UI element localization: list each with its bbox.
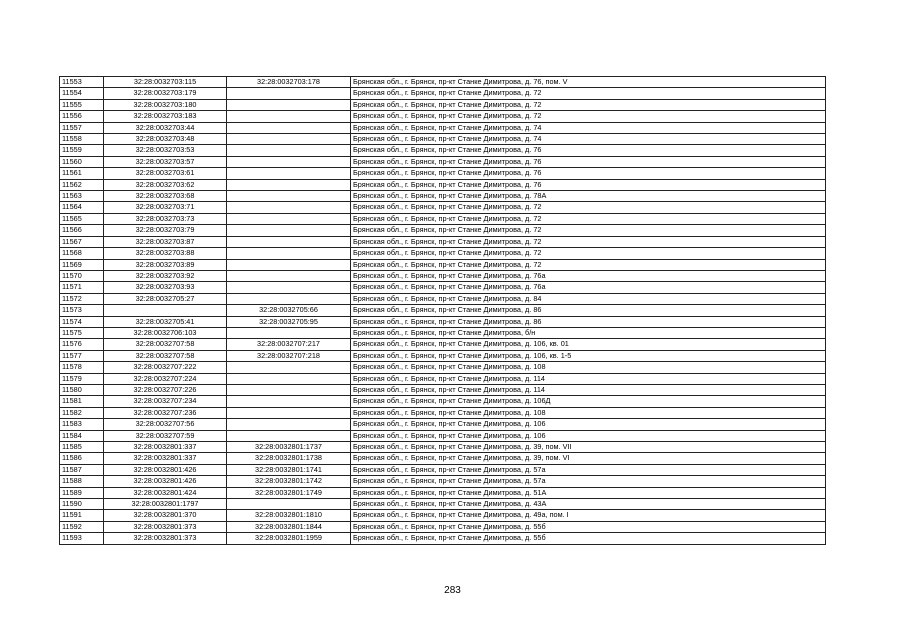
row-number-cell: 11582 [60, 407, 104, 418]
related-cadastral-number-cell [227, 293, 351, 304]
row-number-cell: 11572 [60, 293, 104, 304]
address-cell: Брянская обл., г. Брянск, пр-кт Станке Димитрова, д. 72 [351, 259, 826, 270]
address-cell: Брянская обл., г. Брянск, пр-кт Станке Димитрова, д. 55б [351, 533, 826, 544]
address-cell: Брянская обл., г. Брянск, пр-кт Станке Димитрова, д. 72 [351, 202, 826, 213]
cadastral-number-cell: 32:28:0032703:53 [104, 145, 227, 156]
related-cadastral-number-cell [227, 407, 351, 418]
cadastral-number-cell: 32:28:0032703:183 [104, 111, 227, 122]
row-number-cell: 11561 [60, 168, 104, 179]
row-number-cell: 11560 [60, 156, 104, 167]
address-cell: Брянская обл., г. Брянск, пр-кт Станке Димитрова, д. 108 [351, 362, 826, 373]
address-cell: Брянская обл., г. Брянск, пр-кт Станке Димитрова, д. 72 [351, 248, 826, 259]
related-cadastral-number-cell [227, 202, 351, 213]
table-row [60, 270, 826, 281]
table-row [60, 499, 826, 510]
row-number-cell: 11575 [60, 327, 104, 338]
table-row [60, 122, 826, 133]
row-number-cell: 11577 [60, 350, 104, 361]
table-row [60, 396, 826, 407]
related-cadastral-number-cell [227, 168, 351, 179]
address-cell: Брянская обл., г. Брянск, пр-кт Станке Димитрова, д. 76 [351, 156, 826, 167]
cadastral-number-cell: 32:28:0032801:373 [104, 521, 227, 532]
related-cadastral-number-cell [227, 225, 351, 236]
address-cell: Брянская обл., г. Брянск, пр-кт Станке Димитрова, д. 114 [351, 373, 826, 384]
row-number-cell: 11567 [60, 236, 104, 247]
table-row [60, 442, 826, 453]
cadastral-number-cell: 32:28:0032707:226 [104, 384, 227, 395]
table-row [60, 156, 826, 167]
related-cadastral-number-cell [227, 88, 351, 99]
cadastral-number-cell: 32:28:0032707:224 [104, 373, 227, 384]
related-cadastral-number-cell [227, 430, 351, 441]
cadastral-number-cell: 32:28:0032703:57 [104, 156, 227, 167]
address-cell: Брянская обл., г. Брянск, пр-кт Станке Димитрова, д. 108 [351, 407, 826, 418]
table-row [60, 521, 826, 532]
cadastral-number-cell: 32:28:0032705:41 [104, 316, 227, 327]
table-row [60, 419, 826, 430]
related-cadastral-number-cell [227, 191, 351, 202]
address-cell: Брянская обл., г. Брянск, пр-кт Станке Димитрова, д. 55б [351, 521, 826, 532]
table-row [60, 464, 826, 475]
address-cell: Брянская обл., г. Брянск, пр-кт Станке Димитрова, д. 106Д [351, 396, 826, 407]
related-cadastral-number-cell: 32:28:0032801:1741 [227, 464, 351, 475]
row-number-cell: 11554 [60, 88, 104, 99]
row-number-cell: 11565 [60, 213, 104, 224]
row-number-cell: 11590 [60, 499, 104, 510]
cadastral-number-cell: 32:28:0032707:56 [104, 419, 227, 430]
table-row [60, 145, 826, 156]
related-cadastral-number-cell [227, 122, 351, 133]
cadastral-number-cell: 32:28:0032703:89 [104, 259, 227, 270]
cadastral-number-cell: 32:28:0032801:1797 [104, 499, 227, 510]
cadastral-number-cell: 32:28:0032801:424 [104, 487, 227, 498]
row-number-cell: 11588 [60, 476, 104, 487]
row-number-cell: 11578 [60, 362, 104, 373]
related-cadastral-number-cell: 32:28:0032801:1959 [227, 533, 351, 544]
table-row [60, 476, 826, 487]
address-cell: Брянская обл., г. Брянск, пр-кт Станке Димитрова, д. 43А [351, 499, 826, 510]
cadastral-number-cell: 32:28:0032703:73 [104, 213, 227, 224]
address-cell: Брянская обл., г. Брянск, пр-кт Станке Димитрова, д. 76, пом. V [351, 77, 826, 88]
table-row [60, 316, 826, 327]
related-cadastral-number-cell [227, 134, 351, 145]
table-row [60, 236, 826, 247]
address-cell: Брянская обл., г. Брянск, пр-кт Станке Димитрова, д. 39, пом. VI [351, 453, 826, 464]
related-cadastral-number-cell [227, 156, 351, 167]
row-number-cell: 11579 [60, 373, 104, 384]
related-cadastral-number-cell: 32:28:0032707:217 [227, 339, 351, 350]
address-cell: Брянская обл., г. Брянск, пр-кт Станке Димитрова, д. 72 [351, 88, 826, 99]
table-row [60, 407, 826, 418]
row-number-cell: 11556 [60, 111, 104, 122]
row-number-cell: 11574 [60, 316, 104, 327]
cadastral-number-cell: 32:28:0032707:58 [104, 339, 227, 350]
cadastral-number-cell: 32:28:0032707:234 [104, 396, 227, 407]
cadastral-number-cell: 32:28:0032801:337 [104, 442, 227, 453]
row-number-cell: 11553 [60, 77, 104, 88]
address-cell: Брянская обл., г. Брянск, пр-кт Станке Димитрова, д. 106, кв. 01 [351, 339, 826, 350]
cadastral-number-cell: 32:28:0032703:87 [104, 236, 227, 247]
address-cell: Брянская обл., г. Брянск, пр-кт Станке Димитрова, д. 39, пом. VII [351, 442, 826, 453]
address-cell: Брянская обл., г. Брянск, пр-кт Станке Димитрова, д. 72 [351, 236, 826, 247]
row-number-cell: 11571 [60, 282, 104, 293]
table-row [60, 282, 826, 293]
address-cell: Брянская обл., г. Брянск, пр-кт Станке Димитрова, д. 114 [351, 384, 826, 395]
address-cell: Брянская обл., г. Брянск, пр-кт Станке Димитрова, д. 51А [351, 487, 826, 498]
address-cell: Брянская обл., г. Брянск, пр-кт Станке Димитрова, д. 76 [351, 168, 826, 179]
cadastral-number-cell: 32:28:0032801:426 [104, 476, 227, 487]
row-number-cell: 11555 [60, 99, 104, 110]
row-number-cell: 11573 [60, 305, 104, 316]
cadastral-number-cell: 32:28:0032705:27 [104, 293, 227, 304]
related-cadastral-number-cell [227, 373, 351, 384]
address-cell: Брянская обл., г. Брянск, пр-кт Станке Димитрова, д. 106 [351, 419, 826, 430]
row-number-cell: 11557 [60, 122, 104, 133]
related-cadastral-number-cell: 32:28:0032707:218 [227, 350, 351, 361]
related-cadastral-number-cell [227, 248, 351, 259]
address-cell: Брянская обл., г. Брянск, пр-кт Станке Димитрова, д. 76а [351, 270, 826, 281]
related-cadastral-number-cell [227, 419, 351, 430]
related-cadastral-number-cell: 32:28:0032801:1737 [227, 442, 351, 453]
related-cadastral-number-cell [227, 99, 351, 110]
table-row [60, 179, 826, 190]
row-number-cell: 11566 [60, 225, 104, 236]
cadastral-number-cell: 32:28:0032703:79 [104, 225, 227, 236]
address-cell: Брянская обл., г. Брянск, пр-кт Станке Димитрова, д. 74 [351, 122, 826, 133]
table-row [60, 384, 826, 395]
cadastral-number-cell: 32:28:0032703:92 [104, 270, 227, 281]
row-number-cell: 11564 [60, 202, 104, 213]
cadastral-number-cell: 32:28:0032703:62 [104, 179, 227, 190]
row-number-cell: 11583 [60, 419, 104, 430]
related-cadastral-number-cell: 32:28:0032801:1738 [227, 453, 351, 464]
table-row [60, 88, 826, 99]
table-row [60, 134, 826, 145]
cadastral-number-cell: 32:28:0032707:222 [104, 362, 227, 373]
cadastral-number-cell: 32:28:0032703:61 [104, 168, 227, 179]
related-cadastral-number-cell [227, 145, 351, 156]
cadastral-number-cell: 32:28:0032703:115 [104, 77, 227, 88]
row-number-cell: 11568 [60, 248, 104, 259]
cadastral-number-cell: 32:28:0032703:180 [104, 99, 227, 110]
row-number-cell: 11593 [60, 533, 104, 544]
related-cadastral-number-cell [227, 236, 351, 247]
cadastral-number-cell: 32:28:0032706:103 [104, 327, 227, 338]
table-row [60, 327, 826, 338]
cadastral-number-cell: 32:28:0032703:93 [104, 282, 227, 293]
row-number-cell: 11591 [60, 510, 104, 521]
cadastral-number-cell: 32:28:0032707:58 [104, 350, 227, 361]
table-row [60, 453, 826, 464]
row-number-cell: 11569 [60, 259, 104, 270]
cadastral-number-cell: 32:28:0032707:236 [104, 407, 227, 418]
cadastral-number-cell: 32:28:0032801:426 [104, 464, 227, 475]
table-row [60, 430, 826, 441]
row-number-cell: 11559 [60, 145, 104, 156]
cadastral-number-cell: 32:28:0032703:68 [104, 191, 227, 202]
table-row [60, 350, 826, 361]
table-row [60, 168, 826, 179]
related-cadastral-number-cell [227, 213, 351, 224]
registry-table-body [60, 77, 826, 545]
table-row [60, 191, 826, 202]
cadastral-number-cell: 32:28:0032801:370 [104, 510, 227, 521]
table-row [60, 248, 826, 259]
address-cell: Брянская обл., г. Брянск, пр-кт Станке Димитрова, б/н [351, 327, 826, 338]
related-cadastral-number-cell [227, 111, 351, 122]
related-cadastral-number-cell [227, 282, 351, 293]
row-number-cell: 11570 [60, 270, 104, 281]
address-cell: Брянская обл., г. Брянск, пр-кт Станке Димитрова, д. 57а [351, 476, 826, 487]
address-cell: Брянская обл., г. Брянск, пр-кт Станке Димитрова, д. 72 [351, 99, 826, 110]
related-cadastral-number-cell: 32:28:0032703:178 [227, 77, 351, 88]
address-cell: Брянская обл., г. Брянск, пр-кт Станке Димитрова, д. 84 [351, 293, 826, 304]
related-cadastral-number-cell: 32:28:0032801:1742 [227, 476, 351, 487]
table-row [60, 533, 826, 544]
table-row [60, 305, 826, 316]
address-cell: Брянская обл., г. Брянск, пр-кт Станке Димитрова, д. 76а [351, 282, 826, 293]
row-number-cell: 11576 [60, 339, 104, 350]
table-row [60, 362, 826, 373]
table-row [60, 225, 826, 236]
table-row [60, 373, 826, 384]
row-number-cell: 11589 [60, 487, 104, 498]
address-cell: Брянская обл., г. Брянск, пр-кт Станке Димитрова, д. 72 [351, 213, 826, 224]
related-cadastral-number-cell [227, 327, 351, 338]
related-cadastral-number-cell: 32:28:0032705:66 [227, 305, 351, 316]
cadastral-number-cell: 32:28:0032703:179 [104, 88, 227, 99]
address-cell: Брянская обл., г. Брянск, пр-кт Станке Димитрова, д. 72 [351, 225, 826, 236]
address-cell: Брянская обл., г. Брянск, пр-кт Станке Димитрова, д. 76 [351, 145, 826, 156]
address-cell: Брянская обл., г. Брянск, пр-кт Станке Димитрова, д. 57а [351, 464, 826, 475]
table-row [60, 77, 826, 88]
table-row [60, 99, 826, 110]
cadastral-number-cell: 32:28:0032801:337 [104, 453, 227, 464]
row-number-cell: 11585 [60, 442, 104, 453]
table-row [60, 202, 826, 213]
related-cadastral-number-cell: 32:28:0032801:1749 [227, 487, 351, 498]
address-cell: Брянская обл., г. Брянск, пр-кт Станке Димитрова, д. 49а, пом. I [351, 510, 826, 521]
table-row [60, 487, 826, 498]
related-cadastral-number-cell [227, 179, 351, 190]
cadastral-number-cell: 32:28:0032801:373 [104, 533, 227, 544]
table-row [60, 259, 826, 270]
row-number-cell: 11581 [60, 396, 104, 407]
related-cadastral-number-cell [227, 259, 351, 270]
row-number-cell: 11587 [60, 464, 104, 475]
address-cell: Брянская обл., г. Брянск, пр-кт Станке Димитрова, д. 72 [351, 111, 826, 122]
address-cell: Брянская обл., г. Брянск, пр-кт Станке Димитрова, д. 78А [351, 191, 826, 202]
address-cell: Брянская обл., г. Брянск, пр-кт Станке Димитрова, д. 106, кв. 1-5 [351, 350, 826, 361]
table-row [60, 213, 826, 224]
table-row [60, 339, 826, 350]
table-row [60, 293, 826, 304]
registry-table [59, 76, 826, 545]
related-cadastral-number-cell: 32:28:0032801:1844 [227, 521, 351, 532]
related-cadastral-number-cell: 32:28:0032801:1810 [227, 510, 351, 521]
related-cadastral-number-cell [227, 499, 351, 510]
row-number-cell: 11563 [60, 191, 104, 202]
related-cadastral-number-cell [227, 362, 351, 373]
row-number-cell: 11584 [60, 430, 104, 441]
cadastral-number-cell: 32:28:0032703:88 [104, 248, 227, 259]
row-number-cell: 11580 [60, 384, 104, 395]
row-number-cell: 11562 [60, 179, 104, 190]
table-row [60, 510, 826, 521]
cadastral-number-cell: 32:28:0032707:59 [104, 430, 227, 441]
cadastral-number-cell: 32:28:0032703:44 [104, 122, 227, 133]
row-number-cell: 11592 [60, 521, 104, 532]
related-cadastral-number-cell: 32:28:0032705:95 [227, 316, 351, 327]
row-number-cell: 11558 [60, 134, 104, 145]
address-cell: Брянская обл., г. Брянск, пр-кт Станке Димитрова, д. 74 [351, 134, 826, 145]
cadastral-number-cell: 32:28:0032703:48 [104, 134, 227, 145]
address-cell: Брянская обл., г. Брянск, пр-кт Станке Димитрова, д. 106 [351, 430, 826, 441]
related-cadastral-number-cell [227, 270, 351, 281]
row-number-cell: 11586 [60, 453, 104, 464]
page-number: 283 [444, 585, 461, 596]
related-cadastral-number-cell [227, 396, 351, 407]
address-cell: Брянская обл., г. Брянск, пр-кт Станке Димитрова, д. 76 [351, 179, 826, 190]
cadastral-number-cell [104, 305, 227, 316]
related-cadastral-number-cell [227, 384, 351, 395]
address-cell: Брянская обл., г. Брянск, пр-кт Станке Димитрова, д. 86 [351, 305, 826, 316]
table-row [60, 111, 826, 122]
cadastral-number-cell: 32:28:0032703:71 [104, 202, 227, 213]
address-cell: Брянская обл., г. Брянск, пр-кт Станке Димитрова, д. 86 [351, 316, 826, 327]
